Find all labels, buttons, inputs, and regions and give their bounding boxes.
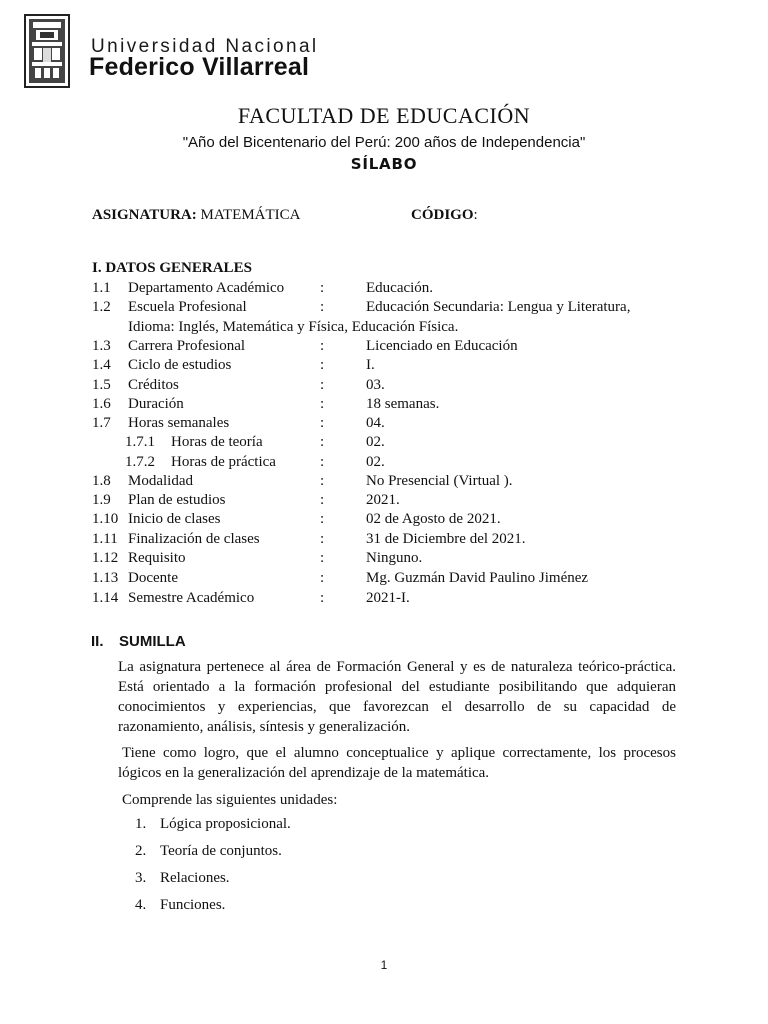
row-number: 1.7.2	[125, 454, 155, 470]
row-number: 1.13	[92, 570, 119, 586]
row-colon: :	[320, 570, 325, 586]
row-colon: :	[320, 280, 325, 296]
row-label: Carrera Profesional	[128, 338, 246, 354]
row-colon: :	[320, 357, 325, 373]
row-number: 1.12	[92, 550, 119, 566]
row-value: Educación.	[366, 280, 434, 296]
row-label: Semestre Académico	[128, 590, 255, 606]
row-value: Ninguno.	[366, 550, 423, 566]
row-label: Finalización de clases	[128, 531, 260, 547]
list-item-text: Relaciones.	[160, 870, 230, 886]
row-colon: :	[320, 415, 325, 431]
row-label: Requisito	[128, 550, 186, 566]
row-colon: :	[320, 492, 325, 508]
row-value: Mg. Guzmán David Paulino Jiménez	[366, 570, 589, 586]
list-item-number: 4.	[135, 897, 147, 913]
list-item-text: Funciones.	[160, 897, 226, 913]
row-value: 18 semanas.	[366, 396, 440, 412]
row-label: Horas de teoría	[171, 434, 263, 450]
row-label: Departamento Académico	[128, 280, 285, 296]
list-item-text: Teoría de conjuntos.	[160, 843, 282, 859]
row-value: No Presencial (Virtual ).	[366, 473, 513, 489]
document-type: SÍLABO	[350, 155, 418, 173]
row-number: 1.7.1	[125, 434, 155, 450]
sumilla-title	[91, 633, 186, 650]
university-name-line2: Federico Villarreal	[89, 53, 310, 81]
row-number: 1.8	[92, 473, 111, 489]
codigo-colon: :	[473, 207, 478, 223]
row-colon: :	[320, 299, 325, 315]
page-number: 1	[380, 958, 388, 972]
sumilla-title-text: SUMILLA	[119, 633, 186, 650]
row-number: 1.14	[92, 590, 119, 606]
row-value: 02.	[366, 454, 385, 470]
university-crest-icon	[24, 14, 70, 88]
row-value: 2021.	[366, 492, 400, 508]
row-value: 2021-I.	[366, 590, 410, 606]
row-number: 1.1	[92, 280, 111, 296]
list-item-text: Lógica proposicional.	[160, 816, 291, 832]
row-label: Modalidad	[128, 473, 193, 489]
row-number: 1.7	[92, 415, 111, 431]
row-number: 1.9	[92, 492, 111, 508]
row-label: Inicio de clases	[128, 511, 221, 527]
row-label: Escuela Profesional	[128, 299, 247, 315]
list-item-number: 3.	[135, 870, 147, 886]
row-value: 02.	[366, 434, 385, 450]
university-name-line1: Universidad Nacional	[91, 36, 319, 57]
sumilla-roman-numeral: II.	[91, 633, 104, 650]
row-colon: :	[320, 338, 325, 354]
row-colon: :	[320, 377, 325, 393]
row-label: Horas semanales	[128, 415, 230, 431]
list-item-number: 2.	[135, 843, 147, 859]
row-colon: :	[320, 396, 325, 412]
row-colon: :	[320, 550, 325, 566]
codigo-line	[411, 207, 478, 224]
row-number: 1.5	[92, 377, 111, 393]
row-number: 1.3	[92, 338, 111, 354]
row-colon: :	[320, 531, 325, 547]
row-value: 02 de Agosto de 2021.	[366, 511, 501, 527]
sumilla-paragraph-2: Tiene como logro, que el alumno conceptualice y aplique correctamente, los procesos lógicos en la generalización del aprendizaje de la matemática.	[118, 745, 676, 781]
row-label: Duración	[128, 396, 184, 412]
asignatura-label: ASIGNATURA:	[92, 207, 197, 223]
row-label: Horas de práctica	[171, 454, 276, 470]
row-colon: :	[320, 473, 325, 489]
row-value: 03.	[366, 377, 385, 393]
row-number: 1.11	[92, 531, 118, 547]
sumilla-paragraph-1: La asignatura pertenece al área de Formación General y es de naturaleza teórico-práctica. Está orientado a la formación profesional del estudiante posibilitando que adquieran conocimientos y experiencias, que favorezcan el desarrollo de su capacidad de razonamiento, análisis, síntesis y generalización.	[118, 659, 676, 735]
row-number: 1.10	[92, 511, 119, 527]
row-colon: :	[320, 511, 325, 527]
row-colon: :	[320, 590, 325, 606]
row-label: Ciclo de estudios	[128, 357, 232, 373]
asignatura-value: MATEMÁTICA	[200, 207, 301, 223]
row-label: Docente	[128, 570, 178, 586]
row-value: I.	[366, 357, 375, 373]
datos-generales-title: I. DATOS GENERALES	[92, 260, 252, 276]
row-continuation-text: Idioma: Inglés, Matemática y Física, Educación Física.	[128, 319, 459, 335]
row-value: Educación Secundaria: Lengua y Literatura,	[366, 299, 631, 315]
list-item-number: 1.	[135, 816, 147, 832]
row-value: 04.	[366, 415, 385, 431]
row-value: 31 de Diciembre del 2021.	[366, 531, 526, 547]
units-intro: Comprende las siguientes unidades:	[122, 792, 338, 808]
asignatura-line	[92, 207, 300, 224]
row-number: 1.2	[92, 299, 111, 315]
row-number: 1.6	[92, 396, 111, 412]
row-label: Plan de estudios	[128, 492, 226, 508]
row-colon: :	[320, 454, 325, 470]
row-number: 1.4	[92, 357, 111, 373]
codigo-label: CÓDIGO	[411, 207, 474, 223]
row-value: Licenciado en Educación	[366, 338, 518, 354]
row-colon: :	[320, 434, 325, 450]
year-motto: "Año del Bicentenario del Perú: 200 años de Independencia"	[182, 134, 586, 151]
faculty-title: FACULTAD DE EDUCACIÓN	[237, 103, 531, 128]
row-label: Créditos	[128, 377, 179, 393]
